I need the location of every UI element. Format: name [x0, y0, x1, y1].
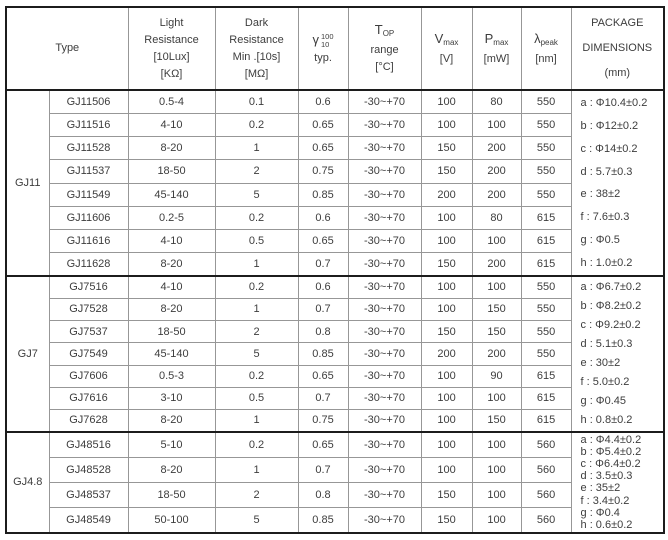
- column-header-line: Dark: [244, 16, 269, 29]
- type-group-label: GJ4.8: [6, 432, 49, 533]
- type-group-label: GJ7: [6, 276, 49, 432]
- model-cell: GJ48549: [49, 508, 128, 533]
- spec-cell: 1: [215, 253, 298, 276]
- spec-cell: 0.7: [298, 298, 348, 320]
- spec-cell: 560: [521, 457, 571, 482]
- spec-cell: 4-10: [128, 113, 215, 136]
- table-row: [6, 482, 664, 507]
- spec-cell: -30~+70: [348, 365, 421, 387]
- spec-cell: 100: [421, 387, 472, 409]
- table-row: [6, 365, 664, 387]
- spec-cell: 150: [421, 321, 472, 343]
- spec-cell: 0.5: [215, 387, 298, 409]
- model-cell: GJ7537: [49, 321, 128, 343]
- spec-cell: 100: [421, 457, 472, 482]
- spec-cell: 0.8: [298, 482, 348, 507]
- spec-cell: -30~+70: [348, 387, 421, 409]
- table-row: [6, 432, 664, 457]
- spec-cell: 0.75: [298, 160, 348, 183]
- spec-cell: 0.65: [298, 230, 348, 253]
- spec-cell: 5: [215, 183, 298, 206]
- spec-cell: 150: [421, 160, 472, 183]
- spec-cell: 200: [472, 253, 521, 276]
- spec-cell: 550: [521, 137, 571, 160]
- spec-cell: 8-20: [128, 253, 215, 276]
- package-dimensions-list: [581, 278, 664, 430]
- spec-cell: 100: [421, 298, 472, 320]
- spec-cell: 0.2-5: [128, 206, 215, 229]
- col-header-top-range: [348, 7, 421, 90]
- column-header-line: (mm): [604, 67, 631, 79]
- spec-cell: 550: [521, 321, 571, 343]
- spec-cell: 18-50: [128, 321, 215, 343]
- spec-cell: 0.7: [298, 387, 348, 409]
- col-header-lambda-peak: [521, 7, 571, 90]
- column-header-line: [KΩ]: [160, 67, 183, 80]
- spec-cell: 80: [472, 206, 521, 229]
- package-dimension-line: b : Φ5.4±0.2: [580, 445, 642, 458]
- spec-cell: -30~+70: [348, 298, 421, 320]
- col-header-dark-resistance: [215, 7, 298, 90]
- formula-sup-sub-stack: [321, 33, 334, 48]
- spec-cell: 200: [472, 137, 521, 160]
- spec-cell: 150: [472, 321, 521, 343]
- spec-cell: -30~+70: [348, 410, 421, 432]
- table-row: [6, 230, 664, 253]
- package-dimensions-list: [581, 92, 664, 274]
- formula-subscript: peak: [540, 37, 558, 47]
- package-dimension-line: h : 1.0±0.2: [580, 256, 633, 269]
- spec-cell: 150: [472, 298, 521, 320]
- column-formula: [422, 30, 472, 51]
- model-cell: GJ48528: [49, 457, 128, 482]
- spec-cell: 615: [521, 206, 571, 229]
- column-header-line: Resistance: [229, 33, 284, 46]
- spec-cell: 0.75: [298, 410, 348, 432]
- spec-cell: 2: [215, 321, 298, 343]
- package-dimension-line: d : 3.5±0.3: [580, 470, 633, 483]
- column-header-line: [10Lux]: [153, 50, 190, 63]
- model-cell: GJ11506: [49, 90, 128, 113]
- spec-cell: 0.6: [298, 206, 348, 229]
- table-row: [6, 343, 664, 365]
- model-cell: GJ11628: [49, 253, 128, 276]
- model-cell: GJ48516: [49, 432, 128, 457]
- column-header-line: DIMENSIONS: [582, 42, 653, 54]
- spec-cell: -30~+70: [348, 432, 421, 457]
- table-row: [6, 253, 664, 276]
- spec-cell: 8-20: [128, 137, 215, 160]
- spec-cell: 100: [421, 432, 472, 457]
- table-row: [6, 137, 664, 160]
- header-row: [6, 7, 664, 90]
- spec-cell: 560: [521, 508, 571, 533]
- spec-cell: 4-10: [128, 230, 215, 253]
- spec-cell: 200: [421, 343, 472, 365]
- spec-cell: 100: [472, 113, 521, 136]
- spec-cell: 0.6: [298, 90, 348, 113]
- spec-cell: -30~+70: [348, 457, 421, 482]
- package-dimension-line: e : 30±2: [580, 357, 621, 370]
- table-header: [6, 7, 664, 90]
- spec-cell: 0.2: [215, 113, 298, 136]
- package-dimension-line: c : Φ14±0.2: [580, 142, 638, 155]
- package-dimension-line: e : 38±2: [580, 188, 621, 201]
- package-dimension-line: g : Φ0.45: [580, 395, 626, 408]
- spec-cell: -30~+70: [348, 113, 421, 136]
- formula-subscript: OP: [382, 29, 395, 38]
- spec-cell: 150: [421, 482, 472, 507]
- spec-cell: -30~+70: [348, 253, 421, 276]
- col-header-gamma: [298, 7, 348, 90]
- model-cell: GJ7549: [49, 343, 128, 365]
- spec-cell: 8-20: [128, 410, 215, 432]
- table-row: [6, 90, 664, 113]
- table-row: [6, 387, 664, 409]
- spec-cell: 200: [472, 183, 521, 206]
- model-cell: GJ11606: [49, 206, 128, 229]
- spec-cell: 560: [521, 482, 571, 507]
- spec-cell: 615: [521, 410, 571, 432]
- spec-cell: 2: [215, 482, 298, 507]
- spec-cell: 0.7: [298, 457, 348, 482]
- column-header-line: [mW]: [483, 52, 510, 65]
- formula-base: λ: [534, 30, 541, 46]
- spec-cell: 18-50: [128, 482, 215, 507]
- spec-cell: 550: [521, 343, 571, 365]
- model-cell: GJ11528: [49, 137, 128, 160]
- spec-cell: -30~+70: [348, 137, 421, 160]
- spec-cell: 1: [215, 457, 298, 482]
- column-header-line: [V]: [439, 52, 454, 65]
- column-header-line: [MΩ]: [244, 67, 269, 80]
- spec-cell: 200: [472, 343, 521, 365]
- spec-cell: 100: [472, 457, 521, 482]
- spec-cell: 100: [472, 230, 521, 253]
- column-formula: [473, 30, 521, 51]
- column-header-line: PACKAGE: [591, 17, 644, 29]
- spec-cell: 100: [421, 365, 472, 387]
- model-cell: GJ7616: [49, 387, 128, 409]
- spec-cell: 0.6: [298, 276, 348, 298]
- spec-cell: 100: [472, 387, 521, 409]
- package-dimension-line: f : 7.6±0.3: [580, 211, 630, 224]
- model-cell: GJ7628: [49, 410, 128, 432]
- package-dimension-line: h : 0.6±0.2: [580, 518, 633, 531]
- package-dimensions-list: [581, 434, 664, 531]
- spec-cell: -30~+70: [348, 508, 421, 533]
- spec-cell: 615: [521, 365, 571, 387]
- spec-cell: 615: [521, 253, 571, 276]
- spec-cell: 200: [472, 160, 521, 183]
- spec-cell: -30~+70: [348, 343, 421, 365]
- spec-cell: 550: [521, 160, 571, 183]
- spec-cell: 45-140: [128, 343, 215, 365]
- spec-cell: 100: [421, 276, 472, 298]
- column-header-line: [°C]: [375, 61, 394, 73]
- table-row: [6, 160, 664, 183]
- spec-cell: 0.85: [298, 343, 348, 365]
- table-body: [6, 90, 664, 533]
- spec-cell: 100: [421, 90, 472, 113]
- spec-cell: 550: [521, 298, 571, 320]
- spec-cell: 0.5-3: [128, 365, 215, 387]
- spec-cell: 0.65: [298, 432, 348, 457]
- spec-cell: 150: [421, 253, 472, 276]
- spec-cell: 0.2: [215, 432, 298, 457]
- column-header-line: Min .[10s]: [232, 50, 281, 63]
- spec-cell: 100: [421, 410, 472, 432]
- column-header-line: Type: [55, 42, 80, 54]
- spec-cell: 100: [421, 230, 472, 253]
- spec-cell: -30~+70: [348, 276, 421, 298]
- column-formula: [522, 30, 571, 51]
- spec-cell: 90: [472, 365, 521, 387]
- spec-cell: 100: [472, 482, 521, 507]
- formula-base: P: [484, 30, 494, 46]
- package-dimension-line: d : 5.7±0.3: [580, 165, 633, 178]
- spec-cell: 8-20: [128, 298, 215, 320]
- spec-cell: 0.7: [298, 253, 348, 276]
- formula-subscript: 10: [321, 39, 330, 49]
- spec-cell: 150: [472, 410, 521, 432]
- spec-cell: 0.2: [215, 206, 298, 229]
- spec-cell: 2: [215, 160, 298, 183]
- package-dimension-line: g : Φ0.5: [580, 233, 620, 246]
- spec-cell: 3-10: [128, 387, 215, 409]
- column-header-line: [nm]: [535, 52, 557, 65]
- model-cell: GJ11537: [49, 160, 128, 183]
- model-cell: GJ7528: [49, 298, 128, 320]
- package-dimension-line: a : Φ6.7±0.2: [580, 281, 642, 294]
- package-dimension-line: h : 0.8±0.2: [580, 414, 633, 427]
- column-header-line: range: [370, 44, 399, 56]
- formula-subscript: max: [493, 37, 509, 47]
- table-row: [6, 298, 664, 320]
- spec-cell: 0.65: [298, 365, 348, 387]
- photoresistor-spec-table: [5, 6, 665, 534]
- col-header-v-max: [421, 7, 472, 90]
- package-dimension-line: d : 5.1±0.3: [580, 338, 633, 351]
- col-header-type: [6, 7, 128, 90]
- package-dimension-line: c : Φ9.2±0.2: [580, 319, 641, 332]
- spec-cell: -30~+70: [348, 90, 421, 113]
- formula-subscript: max: [443, 37, 459, 47]
- model-cell: GJ11516: [49, 113, 128, 136]
- model-cell: GJ7606: [49, 365, 128, 387]
- spec-cell: 550: [521, 90, 571, 113]
- spec-cell: 615: [521, 387, 571, 409]
- spec-cell: -30~+70: [348, 183, 421, 206]
- package-dimension-line: a : Φ4.4±0.2: [580, 433, 642, 446]
- package-dimension-line: e : 35±2: [580, 482, 621, 495]
- spec-cell: 0.2: [215, 276, 298, 298]
- column-header-line: Resistance: [144, 33, 199, 46]
- spec-cell: -30~+70: [348, 482, 421, 507]
- col-header-light-resistance: [128, 7, 215, 90]
- spec-cell: 1: [215, 137, 298, 160]
- col-header-p-max: [472, 7, 521, 90]
- spec-cell: 0.5: [215, 230, 298, 253]
- table-row: [6, 276, 664, 298]
- spec-cell: 45-140: [128, 183, 215, 206]
- table-row: [6, 410, 664, 432]
- spec-cell: 5-10: [128, 432, 215, 457]
- type-group-label: GJ11: [6, 90, 49, 276]
- spec-cell: -30~+70: [348, 160, 421, 183]
- table-row: [6, 183, 664, 206]
- package-dimension-line: a : Φ10.4±0.2: [580, 97, 648, 110]
- spec-cell: 100: [472, 508, 521, 533]
- model-cell: GJ11616: [49, 230, 128, 253]
- table-row: [6, 113, 664, 136]
- package-dimensions-cell: [571, 276, 664, 432]
- package-dimension-line: b : Φ12±0.2: [580, 120, 639, 133]
- table-row: [6, 206, 664, 229]
- spec-cell: 0.5-4: [128, 90, 215, 113]
- package-dimension-line: g : Φ0.4: [580, 506, 620, 519]
- column-formula: [299, 31, 348, 50]
- table-row: [6, 321, 664, 343]
- spec-cell: 5: [215, 508, 298, 533]
- spec-cell: 100: [421, 113, 472, 136]
- spec-cell: 615: [521, 230, 571, 253]
- spec-cell: -30~+70: [348, 321, 421, 343]
- spec-cell: 100: [472, 432, 521, 457]
- table-row: [6, 457, 664, 482]
- spec-cell: 550: [521, 276, 571, 298]
- spec-cell: 200: [421, 183, 472, 206]
- spec-cell: 1: [215, 410, 298, 432]
- spec-cell: 50-100: [128, 508, 215, 533]
- spec-cell: 550: [521, 183, 571, 206]
- spec-cell: 100: [421, 206, 472, 229]
- package-dimension-line: f : 5.0±0.2: [580, 376, 630, 389]
- spec-cell: 150: [421, 508, 472, 533]
- spec-cell: 18-50: [128, 160, 215, 183]
- package-dimension-line: f : 3.4±0.2: [580, 494, 630, 507]
- formula-base: γ: [312, 31, 319, 47]
- model-cell: GJ7516: [49, 276, 128, 298]
- col-header-package-dimensions: [571, 7, 664, 90]
- spec-cell: 550: [521, 113, 571, 136]
- package-dimensions-cell: [571, 90, 664, 276]
- package-dimensions-cell: [571, 432, 664, 533]
- model-cell: GJ11549: [49, 183, 128, 206]
- spec-cell: 0.85: [298, 183, 348, 206]
- spec-cell: 560: [521, 432, 571, 457]
- spec-cell: 0.8: [298, 321, 348, 343]
- spec-cell: 0.65: [298, 137, 348, 160]
- spec-cell: 0.2: [215, 365, 298, 387]
- package-dimension-line: b : Φ8.2±0.2: [580, 300, 642, 313]
- spec-cell: 0.85: [298, 508, 348, 533]
- spec-cell: -30~+70: [348, 206, 421, 229]
- table-row: [6, 508, 664, 533]
- column-header-line: Light: [159, 16, 184, 29]
- column-formula: [349, 21, 421, 42]
- spec-cell: 80: [472, 90, 521, 113]
- spec-cell: 8-20: [128, 457, 215, 482]
- model-cell: GJ48537: [49, 482, 128, 507]
- spec-cell: -30~+70: [348, 230, 421, 253]
- spec-cell: 4-10: [128, 276, 215, 298]
- spec-cell: 0.65: [298, 113, 348, 136]
- formula-superscript: 100: [321, 32, 334, 41]
- spec-cell: 5: [215, 343, 298, 365]
- spec-cell: 0.1: [215, 90, 298, 113]
- column-header-line: typ.: [314, 51, 332, 64]
- package-dimension-line: c : Φ6.4±0.2: [580, 458, 641, 471]
- formula-base: V: [434, 30, 444, 46]
- spec-cell: 1: [215, 298, 298, 320]
- spec-cell: 100: [472, 276, 521, 298]
- spec-cell: 150: [421, 137, 472, 160]
- formula-base: T: [374, 22, 383, 37]
